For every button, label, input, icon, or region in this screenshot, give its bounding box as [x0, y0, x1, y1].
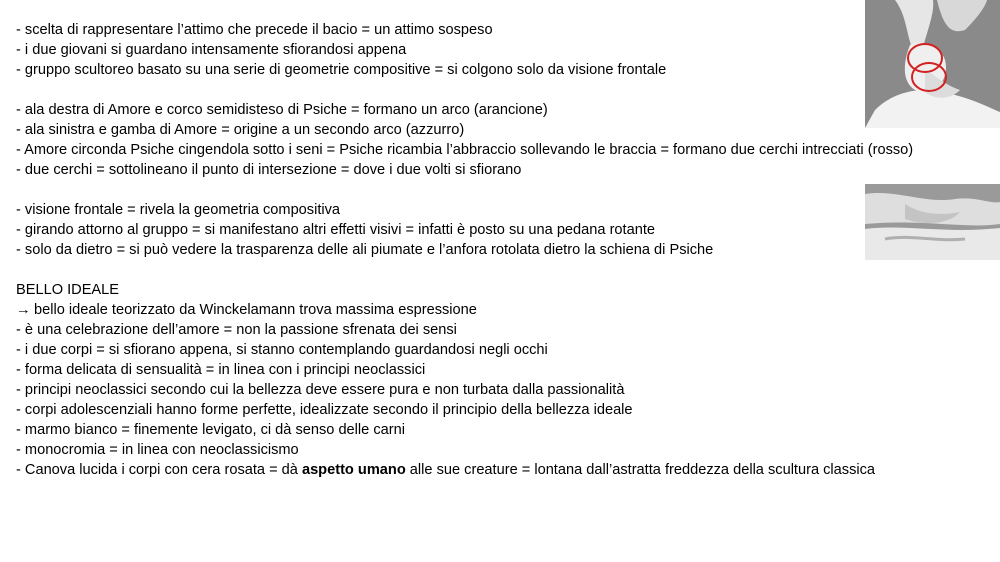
text-line: - ala sinistra e gamba di Amore = origine a un secondo arco (azzurro): [16, 122, 465, 138]
text-line: - corpi adolescenziali hanno forme perfette, idealizzate secondo il principio della bellezza ideale: [16, 402, 633, 418]
text-line: - monocromia = in linea con neoclassicismo: [16, 442, 299, 458]
spacer: [16, 260, 996, 280]
section-heading: BELLO IDEALE: [16, 282, 120, 298]
sculpture-photo-detail: [865, 184, 1000, 260]
arrow-line-text: bello ideale teorizzato da Winckelamann trova massima espressione: [34, 302, 477, 318]
text-line: - i due corpi = si sfiorano appena, si stanno contemplando guardandosi negli occhi: [16, 342, 548, 358]
text-line: - solo da dietro = si può vedere la trasparenza delle ali piumate e l’anfora rotolata dietro la schiena di Psiche: [16, 242, 714, 258]
sculpture-photo-front: [865, 0, 1000, 128]
arrow-line: [16, 300, 996, 320]
text-line-last: [16, 460, 996, 480]
text-line: - due cerchi = sottolineano il punto di intersezione = dove i due volti si sfiorano: [16, 162, 522, 178]
text-line: - forma delicata di sensualità = in linea con i principi neoclassici: [16, 362, 426, 378]
sculpture-detail-image: [865, 184, 1000, 260]
text-line: - marmo bianco = finemente levigato, ci dà senso delle carni: [16, 422, 405, 438]
text-segment: - Canova lucida i corpi con cera rosata = dà: [16, 462, 302, 478]
notes-text: [16, 20, 996, 480]
text-line: - principi neoclassici secondo cui la bellezza deve essere pura e non turbata dalla passionalità: [16, 382, 625, 398]
text-line: - i due giovani si guardano intensamente sfiorandosi appena: [16, 42, 407, 58]
text-line: - ala destra di Amore e corco semidisteso di Psiche = formano un arco (arancione): [16, 102, 548, 118]
text-line: - girando attorno al gruppo = si manifestano altri effetti visivi = infatti è posto su una pedana rotante: [16, 222, 656, 238]
bold-text: aspetto umano: [301, 462, 406, 478]
text-line: - scelta di rappresentare l’attimo che precede il bacio = un attimo sospeso: [16, 22, 493, 38]
spacer: [16, 180, 996, 200]
sculpture-front-image: [865, 0, 1000, 128]
text-line: - visione frontale = rivela la geometria compositiva: [16, 202, 341, 218]
text-segment: alle sue creature = lontana dall’astratta freddezza della scultura classica: [405, 462, 876, 478]
text-line: - Amore circonda Psiche cingendola sotto i seni = Psiche ricambia l’abbraccio sollevando le braccia = formano due cerchi intrecciati (rosso): [16, 142, 914, 158]
spacer: [16, 80, 996, 100]
text-line: - gruppo scultoreo basato su una serie di geometrie compositive = si colgono solo da visione frontale: [16, 62, 667, 78]
arrow-icon: →: [16, 302, 31, 318]
text-line: - è una celebrazione dell’amore = non la passione sfrenata dei sensi: [16, 322, 457, 338]
